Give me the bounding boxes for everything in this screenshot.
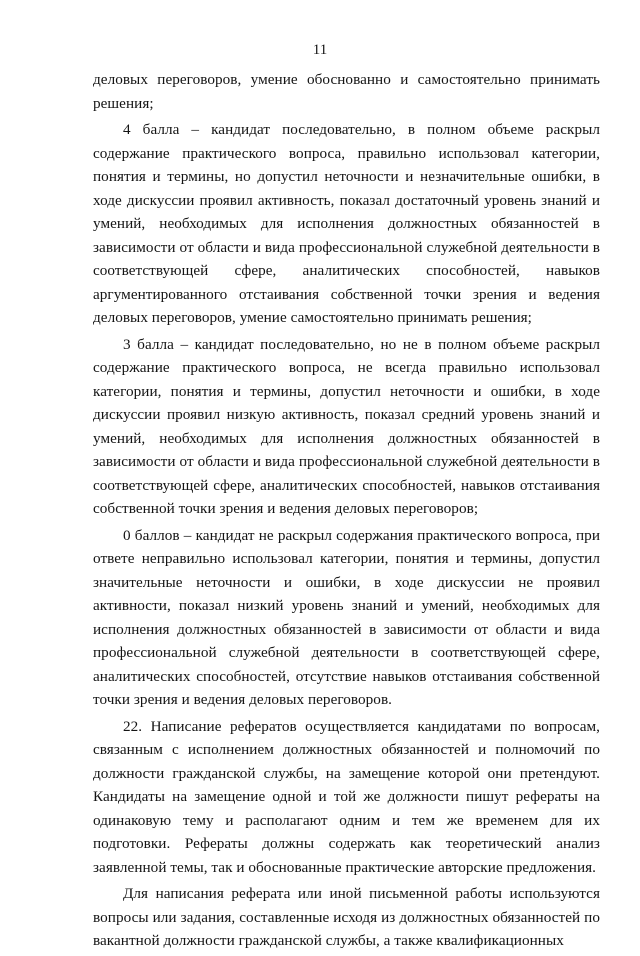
paragraph-item-22: 22. Написание рефератов осуществляется кандидатами по вопросам, связанным с исполнением должностных обязанностей и полномочий по должности гражданской службы, на замещение которой они претендуют. Кандидаты на замещение одной и той же должности пишут рефераты на одинаковую тему и располагают одним и тем же временем для их подготовки. Рефераты должны содержать как теоретический анализ заявленной темы, так и обоснованные практические авторские предложения. [93,717,600,876]
paragraph-continuation: деловых переговоров, умение обоснованно и самостоятельно принимать решения; [93,71,600,112]
paragraph-score-0: 0 баллов – кандидат не раскрыл содержания практического вопроса, при ответе неправильно использовал категории, понятия и термины, допустил значительные неточности и ошибки, в ходе дискуссии не проявил активности, показал низкий уровень знаний и умений, необходимых для исполнения должностных обязанностей в зависимости от области и вида профессиональной служебной деятельности в соответствующей сфере, аналитических способностей, отсутствие навыков отстаивания собственной точки зрения и ведения деловых переговоров. [93,526,600,708]
paragraph-essay-questions: Для написания реферата или иной письменной работы используются вопросы или задания, составленные исходя из должностных обязанностей по вакантной должности гражданской службы, а также квалификационных [93,885,600,949]
page-number: 11 [312,42,328,58]
document-body [93,68,600,956]
paragraph-score-3: 3 балла – кандидат последовательно, но не в полном объеме раскрыл содержание практического вопроса, не всегда правильно использовал категории, понятия и термины, допустил неточности и ошибки, в ходе дискуссии проявил низкую активность, показал средний уровень знаний и умений, необходимых для исполнения должностных обязанностей в зависимости от области и вида профессиональной служебной деятельности в соответствующей сфере, аналитических способностей, навыков отстаивания собственной точки зрения и ведения деловых переговоров; [93,335,600,517]
paragraph-score-4: 4 балла – кандидат последовательно, в полном объеме раскрыл содержание практического вопроса, правильно использовал категории, понятия и термины, но допустил неточности и незначительные ошибки, в ходе дискуссии проявил активность, показал достаточный уровень знаний и умений, необходимых для исполнения должностных обязанностей в зависимости от области и вида профессиональной служебной деятельности в соответствующей сфере, аналитических способностей, навыков аргументированного отстаивания собственной точки зрения и ведения деловых переговоров, умение самостоятельно принимать решения; [93,121,600,326]
